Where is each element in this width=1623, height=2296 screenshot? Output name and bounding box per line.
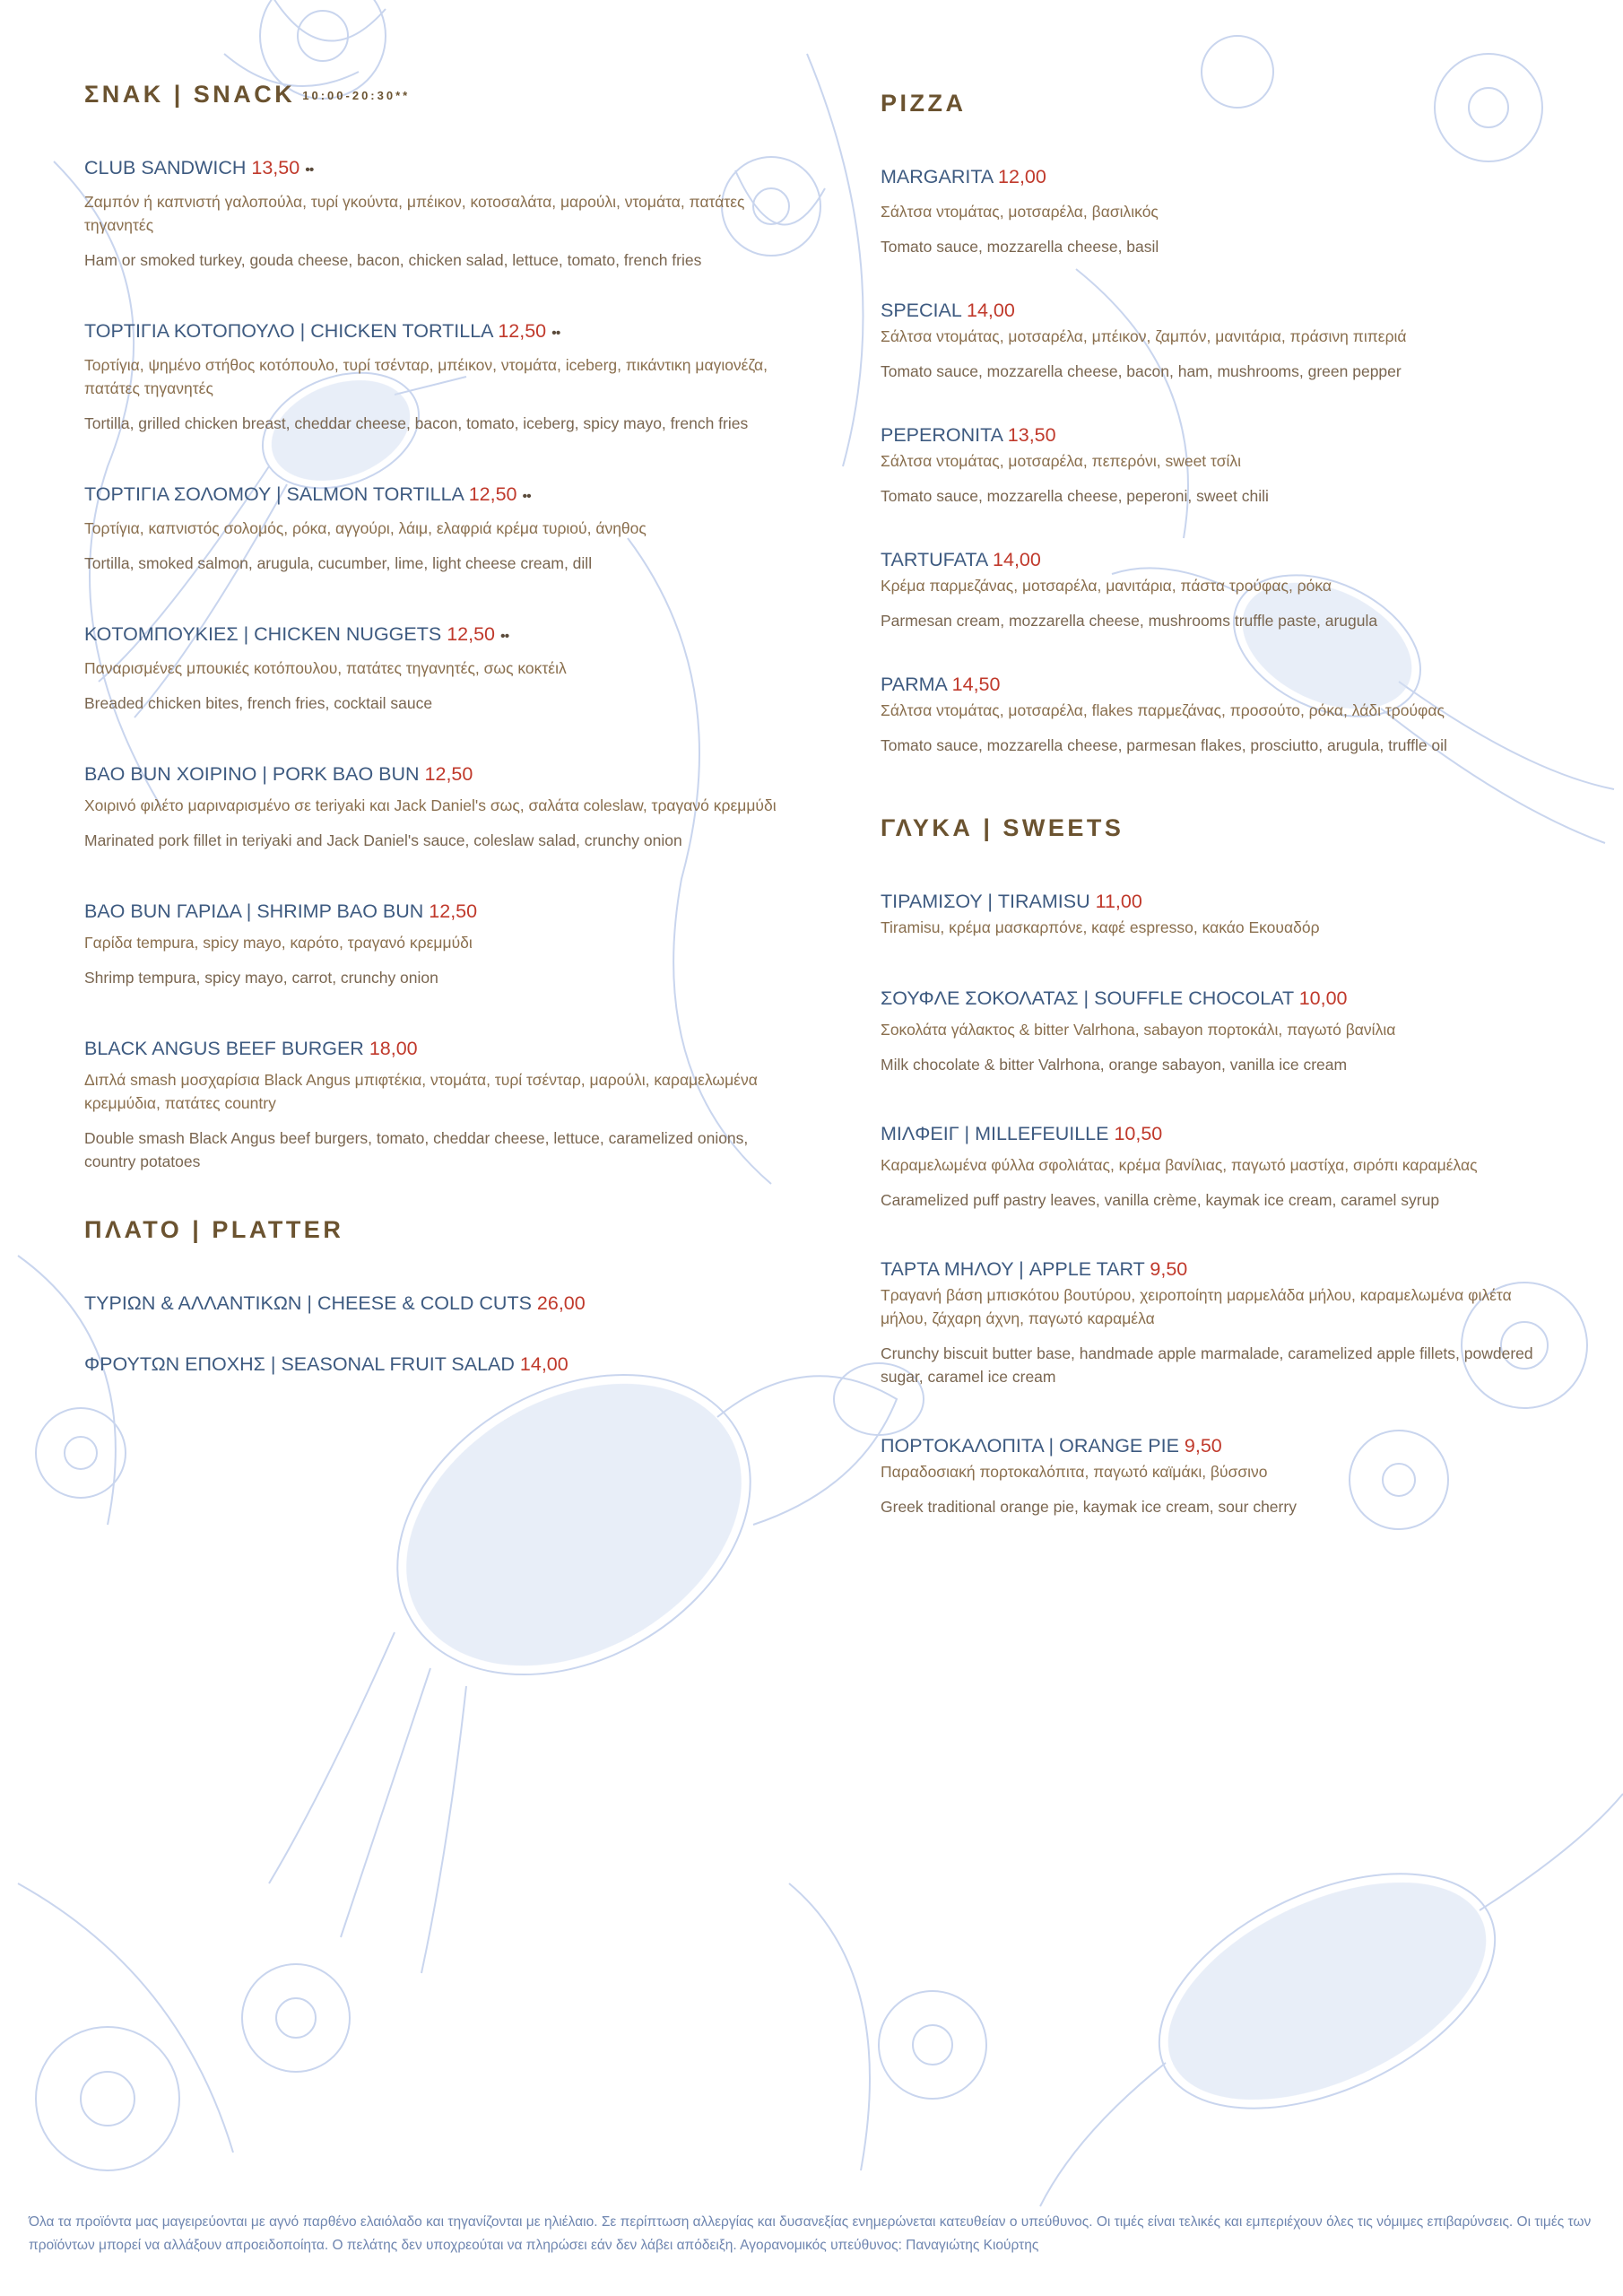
item-description-greek: Διπλά smash μοσχαρίσια Black Angus μπιφτέκια, ντομάτα, τυρί τσένταρ, μαρούλι, καραμελωμένα κρεμμύδια, πατάτες country	[84, 1071, 758, 1112]
item-price: 12,00	[998, 166, 1046, 187]
item-description-english: Tomato sauce, mozzarella cheese, parmesan flakes, prosciutto, arugula, truffle oil	[881, 736, 1447, 754]
left-column	[84, 81, 802, 1423]
item-name: ΤΙΡΑΜΙΣΟΥ | TIRAMISU	[881, 891, 1090, 912]
item-description-english: Double smash Black Angus beef burgers, tomato, cheddar cheese, lettuce, caramelized onions, country potatoes	[84, 1129, 749, 1170]
item-description-greek: Σάλτσα ντομάτας, μοτσαρέλα, βασιλικός	[881, 203, 1159, 221]
item-description-greek: Γαρίδα tempura, spicy mayo, καρότο, τραγανό κρεμμύδι	[84, 934, 473, 952]
item-name: ΠΟΡΤΟΚΑΛΟΠΙΤΑ | ORANGE PIE	[881, 1435, 1179, 1457]
menu-item	[881, 1121, 1562, 1212]
item-price: 12,50	[468, 483, 517, 505]
item-name: ΤΥΡΙΩΝ & ΑΛΛΑΝΤΙΚΩΝ | CHEESE & COLD CUTS	[84, 1292, 532, 1314]
snack-hours: 10:00-20:30**	[302, 89, 411, 102]
item-description-english: Tomato sauce, mozzarella cheese, bacon, ham, mushrooms, green pepper	[881, 362, 1402, 380]
menu-item	[84, 622, 802, 715]
item-price: 14,00	[967, 300, 1015, 321]
menu-item	[881, 298, 1562, 383]
item-price: 12,50	[429, 900, 478, 922]
item-description-greek: Παραδοσιακή πορτοκαλόπιτα, παγωτό καϊμάκι, βύσσινο	[881, 1463, 1268, 1481]
menu-item	[84, 482, 802, 575]
item-description-english: Ham or smoked turkey, gouda cheese, bacon, chicken salad, lettuce, tomato, french fries	[84, 251, 702, 269]
item-name: TARTUFATA	[881, 549, 988, 570]
item-description-greek: Τορτίγια, ψημένο στήθος κοτόπουλο, τυρί τσένταρ, μπέικον, ντομάτα, iceberg, πικάντικη μαγιονέζα, πατάτες τηγανητές	[84, 356, 768, 397]
item-description-greek: Κρέμα παρμεζάνας, μοτσαρέλα, μανιτάρια, πάστα τρούφας, ρόκα	[881, 577, 1332, 595]
item-price: 14,50	[951, 674, 1001, 695]
item-price: 9,50	[1184, 1435, 1222, 1457]
allergen-dots: ••	[551, 326, 560, 341]
menu-item	[84, 1291, 802, 1316]
menu-item	[881, 164, 1562, 258]
item-name: ΤΑΡΤΑ ΜΗΛΟΥ | APPLE TART	[881, 1258, 1145, 1280]
item-price: 11,00	[1095, 891, 1142, 912]
item-price: 9,50	[1150, 1258, 1188, 1280]
item-name: BAO BUN ΓΑΡΙΔΑ | SHRIMP BAO BUN	[84, 900, 424, 922]
menu-item	[881, 986, 1562, 1076]
item-name: ΤΟΡΤΙΓΙΑ ΣΟΛΟΜΟΥ | SALMON TORTILLA	[84, 483, 464, 505]
snack-title: ΣΝΑΚ | SNACK	[84, 81, 296, 108]
item-description-english: Milk chocolate & bitter Valrhona, orange sabayon, vanilla ice cream	[881, 1056, 1348, 1074]
item-description-greek: Σάλτσα ντομάτας, μοτσαρέλα, πεπερόνι, sweet τσίλι	[881, 452, 1242, 470]
item-name: PARMA	[881, 674, 947, 695]
item-description-english: Greek traditional orange pie, kaymak ice cream, sour cherry	[881, 1498, 1297, 1516]
menu-item	[881, 672, 1562, 757]
menu-item	[881, 547, 1562, 632]
footer-disclaimer: Όλα τα προϊόντα μας μαγειρεύονται με αγνό παρθένο ελαιόλαδο και τηγανίζονται με ηλιέλαιο. Σε περίπτωση αλλεργίας και δυσανεξίας ενημερώνεται κατευθείαν ο υπεύθυνος. Οι τιμές είναι τελικές και εμπεριέχουν όλες τις νόμιμες επιβαρύνσεις. Οι τιμές των προϊόντων μπορεί να αλλάξουν απροειδοποίητα. Ο πελάτης δεν υποχρεούται να πληρώσει εάν δεν λάβει απόδειξη. Αγορανομικός υπεύθυνος: Παναγιώτης Κιούρτης	[29, 2214, 1592, 2253]
allergen-dots: ••	[522, 489, 531, 504]
menu-item	[881, 1433, 1562, 1518]
item-description-greek: Παναρισμένες μπουκιές κοτόπουλου, πατάτες τηγανητές, σως κοκτέιλ	[84, 659, 567, 677]
snack-section-title	[84, 81, 802, 109]
item-price: 13,50	[1007, 424, 1056, 446]
allergen-dots: ••	[305, 162, 314, 178]
item-description-greek: Σάλτσα ντομάτας, μοτσαρέλα, μπέικον, ζαμπόν, μανιτάρια, πράσινη πιπεριά	[881, 327, 1407, 345]
item-name: MARGARITA	[881, 166, 994, 187]
menu-item	[881, 889, 1562, 939]
item-name: ΤΟΡΤΙΓΙΑ ΚΟΤΟΠΟΥΛΟ | CHICKEN TORTILLA	[84, 320, 493, 342]
item-description-english: Tomato sauce, mozzarella cheese, basil	[881, 238, 1159, 256]
item-price: 12,50	[447, 623, 495, 645]
item-name: SPECIAL	[881, 300, 962, 321]
item-name: BAO BUN ΧΟΙΡΙΝΟ | PORK BAO BUN	[84, 763, 420, 785]
right-column	[881, 90, 1562, 1565]
item-description-greek: Τορτίγια, καπνιστός σολομός, ρόκα, αγγούρι, λάιμ, ελαφριά κρέμα τυριού, άνηθος	[84, 519, 647, 537]
sweets-section-title: ΓΛΥΚΑ | SWEETS	[881, 814, 1124, 841]
item-name: PEPERONITA	[881, 424, 1002, 446]
item-description-english: Caramelized puff pastry leaves, vanilla crème, kaymak ice cream, caramel syrup	[881, 1191, 1440, 1209]
item-description-greek: Ζαμπόν ή καπνιστή γαλοπούλα, τυρί γκούντα, μπέικον, κοτοσαλάτα, μαρούλι, ντομάτα, πατάτες τηγανητές	[84, 193, 745, 234]
menu-item	[84, 761, 802, 852]
item-description-greek: Σάλτσα ντομάτας, μοτσαρέλα, flakes παρμεζάνας, προσούτο, ρόκα, λάδι τρούφας	[881, 701, 1445, 719]
item-description-greek: Σοκολάτα γάλακτος & bitter Valrhona, sabayon πορτοκάλι, παγωτό βανίλια	[881, 1021, 1396, 1039]
menu-item	[881, 1257, 1562, 1388]
menu-item	[84, 1352, 802, 1377]
item-price: 26,00	[536, 1292, 586, 1314]
item-description-greek: Καραμελωμένα φύλλα σφολιάτας, κρέμα βανίλιας, παγωτό μαστίχα, σιρόπι καραμέλας	[881, 1156, 1478, 1174]
menu-item	[84, 1036, 802, 1173]
item-price: 14,00	[993, 549, 1041, 570]
item-description-english: Crunchy biscuit butter base, handmade apple marmalade, caramelized apple fillets, powdered sugar, caramel ice cream	[881, 1344, 1533, 1386]
platter-section-title: ΠΛΑΤΟ | PLATTER	[84, 1216, 344, 1243]
item-description-english: Shrimp tempura, spicy mayo, carrot, crunchy onion	[84, 969, 438, 987]
item-name: ΦΡΟΥΤΩΝ ΕΠΟΧΗΣ | SEASONAL FRUIT SALAD	[84, 1353, 515, 1375]
item-description-english: Tortilla, grilled chicken breast, cheddar cheese, bacon, tomato, iceberg, spicy mayo, french fries	[84, 414, 749, 432]
item-name: ΜΙΛΦΕΙΓ | MILLEFEUILLE	[881, 1123, 1109, 1144]
item-description-greek: Τραγανή βάση μπισκότου βουτύρου, χειροποίητη μαρμελάδα μήλου, καραμελωμένα φιλέτα μήλου, ζάχαρη άχνη, παγωτό καραμέλα	[881, 1286, 1512, 1327]
allergen-dots: ••	[500, 629, 509, 644]
menu-item	[84, 318, 802, 435]
item-price: 10,50	[1114, 1123, 1163, 1144]
menu-item	[84, 899, 802, 989]
menu-item	[881, 422, 1562, 508]
item-price: 12,50	[498, 320, 547, 342]
item-description-english: Parmesan cream, mozzarella cheese, mushrooms truffle paste, arugula	[881, 612, 1378, 630]
item-price: 12,50	[424, 763, 473, 785]
item-name: BLACK ANGUS BEEF BURGER	[84, 1038, 364, 1059]
item-name: CLUB SANDWICH	[84, 157, 247, 178]
item-price: 13,50	[251, 157, 300, 178]
item-name: ΣΟΥΦΛΕ ΣΟΚΟΛΑΤΑΣ | SOUFFLE CHOCOLAT	[881, 987, 1294, 1009]
item-description-greek: Χοιρινό φιλέτο μαριναρισμένο σε teriyaki και Jack Daniel's σως, σαλάτα coleslaw, τραγανό κρεμμύδι	[84, 796, 777, 814]
item-name: ΚΟΤΟΜΠΟΥΚΙΕΣ | CHICKEN NUGGETS	[84, 623, 442, 645]
item-description-english: Tortilla, smoked salmon, arugula, cucumber, lime, light cheese cream, dill	[84, 554, 593, 572]
item-description-english: Breaded chicken bites, french fries, cocktail sauce	[84, 694, 433, 712]
item-price: 14,00	[519, 1353, 568, 1375]
item-price: 10,00	[1298, 987, 1348, 1009]
item-price: 18,00	[369, 1038, 418, 1059]
pizza-section-title: PIZZA	[881, 90, 967, 117]
menu-item	[84, 155, 802, 272]
item-description-english: Tomato sauce, mozzarella cheese, peperoni, sweet chili	[881, 487, 1269, 505]
item-description-english: Marinated pork fillet in teriyaki and Jack Daniel's sauce, coleslaw salad, crunchy onion	[84, 831, 682, 849]
item-description-greek: Tiramisu, κρέμα μασκαρπόνε, καφέ espresso, κακάο Εκουαδόρ	[881, 918, 1320, 936]
